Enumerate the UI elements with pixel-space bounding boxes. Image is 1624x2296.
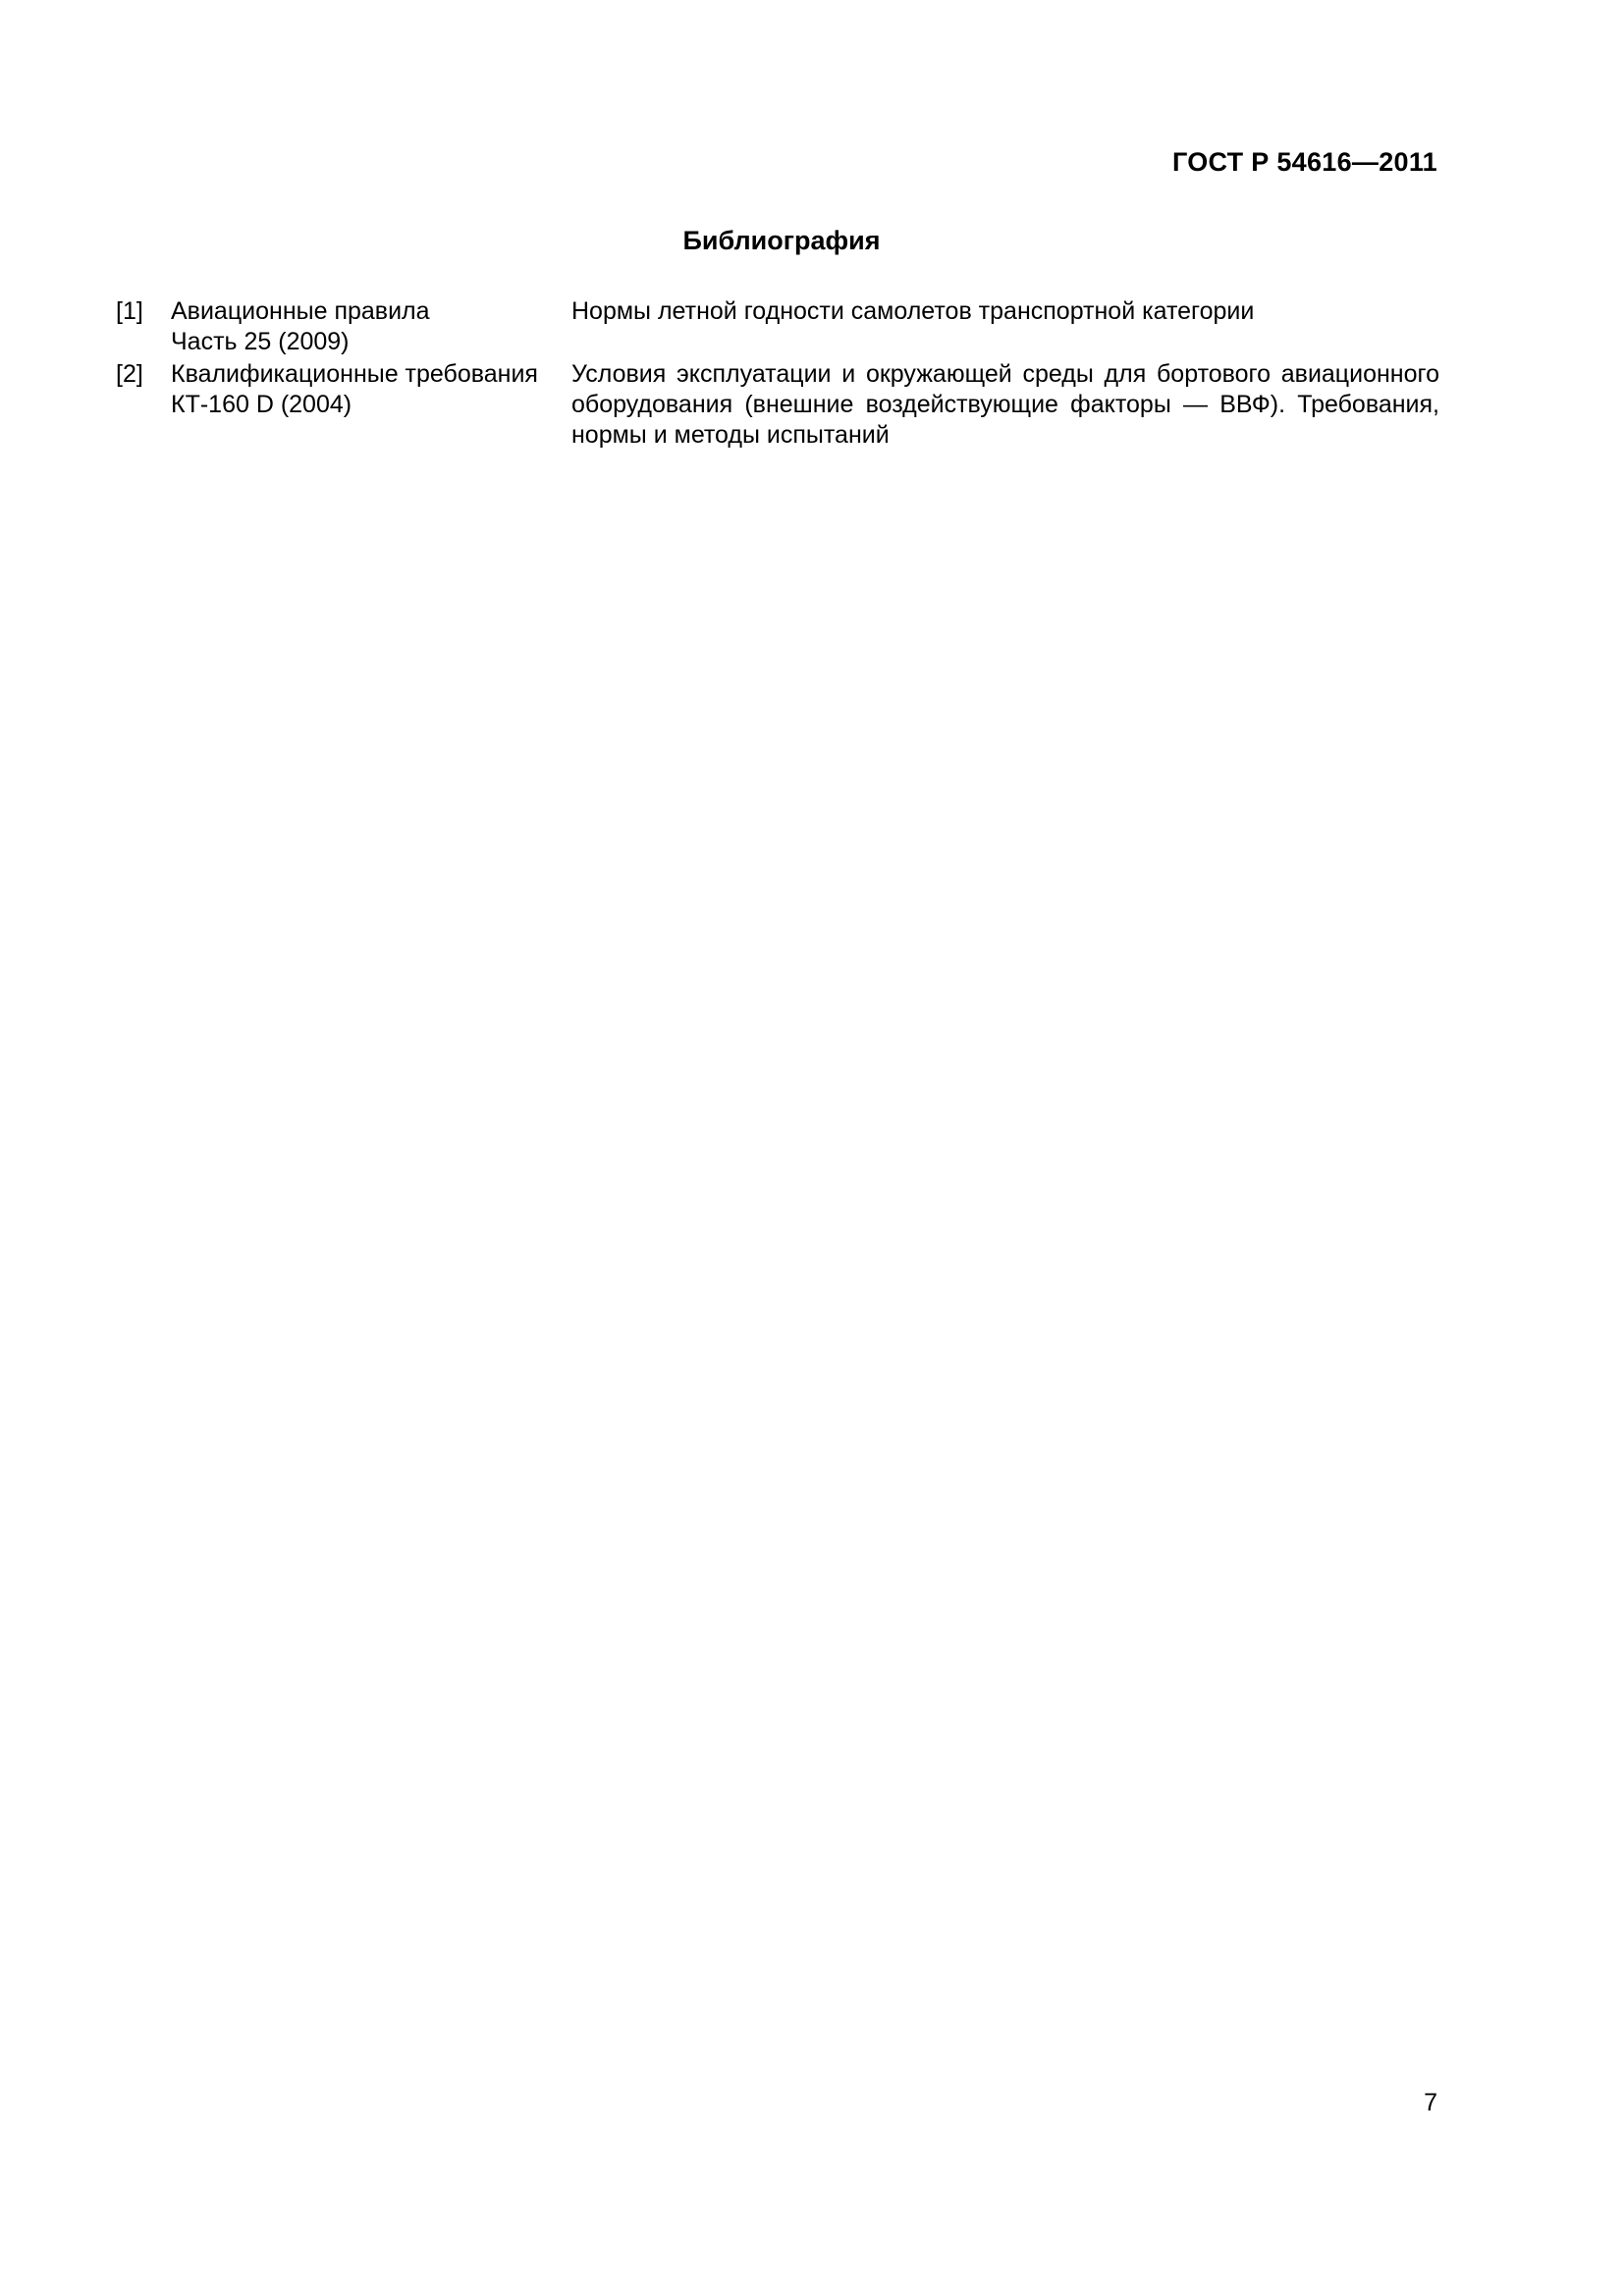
bibliography-entry (116, 359, 1439, 451)
entry-description: Нормы летной годности самолетов транспортной категории (571, 297, 1255, 325)
entry-number: [2] (116, 360, 143, 388)
bibliography-list (116, 296, 1439, 453)
entry-source-line: Часть 25 (2009) (171, 328, 350, 355)
bibliography-entry (116, 296, 1439, 357)
document-code: ГОСТ Р 54616—2011 (1171, 147, 1437, 177)
entry-source-line: КТ-160 D (2004) (171, 391, 352, 418)
entry-source-line: Авиационные правила (171, 297, 430, 325)
entry-description: Условия эксплуатации и окружающей среды для бортового авиационного оборудования (внешние воздействующие факторы — ВВФ). Требования, нормы и методы испытаний (571, 360, 1439, 449)
entry-source (171, 296, 571, 357)
entry-source (171, 359, 571, 451)
entry-source-line: Квалификационные требования (171, 360, 538, 388)
entry-number: [1] (116, 297, 143, 325)
section-title: Библиография (682, 226, 881, 255)
page-number: 7 (1424, 2089, 1437, 2116)
